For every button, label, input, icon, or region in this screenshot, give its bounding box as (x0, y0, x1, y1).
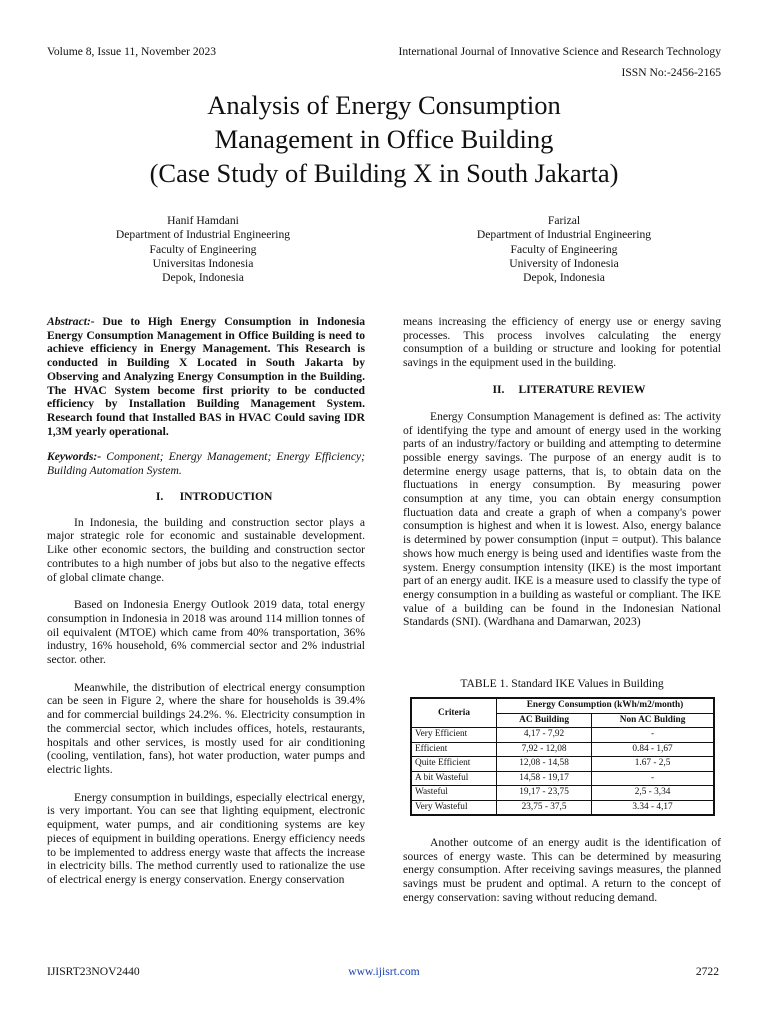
title-line-2: Management in Office Building (214, 124, 554, 154)
table-header-ac: AC Building (497, 713, 592, 728)
table-caption: TABLE 1. Standard IKE Values in Building (460, 677, 664, 690)
volume-info: Volume 8, Issue 11, November 2023 (47, 45, 217, 58)
section-heading-literature-review (403, 383, 721, 397)
table-cell-criteria: Very Efficient (411, 728, 497, 743)
paragraph: In Indonesia, the building and construction sector plays a major strategic role for economic and sustainable development. Like other economic sectors, the building and construction sector contributes to a high number of jobs but also to the negative effects of global climate change. (47, 515, 365, 584)
author-faculty: Faculty of Engineering (510, 242, 618, 256)
left-column (47, 315, 365, 887)
author-department: Department of Industrial Engineering (476, 228, 652, 242)
table-cell-nonac: 1.67 - 2,5 (592, 757, 714, 772)
abstract-text: Due to High Energy Consumption in Indonesia Energy Consumption Management in Office Building is need to achieve efficiency in Energy Management. This Research is conducted in Building X Located in South Jakarta by Observing and Analyzing Energy Consumption in the Building. The HVAC System become first priority to be conducted efficiency by Installation Building Management System. Research found that Installed BAS in HVAC Could saving IDR 1,3M yearly operational. (47, 315, 365, 438)
table-cell-ac: 19,17 - 23,75 (497, 786, 592, 801)
table-cell-criteria: Wasteful (411, 786, 497, 801)
table-row (411, 728, 714, 743)
table-cell-nonac: 2,5 - 3,34 (592, 786, 714, 801)
paragraph: Energy Consumption Management is defined as: The activity of identifying the type and amount of energy used in the working parts of an industry/factory or building and attempting to determine possible energy savings. The purpose of an energy audit is to determine energy usage patterns, that is, to obtain data on the fluctuations in energy consumption. By measuring power consumption at any time, you can obtain energy consumption fluctuation data and create a graph of when a company's power consumption is highest and when it is lowest. Also, energy balance is determined by power consumption (input = output). This balance shows how much energy is being used and identifies waste from the system. Energy consumption intensity (IKE) is the most important part of an energy audit. IKE is a measure used to classify the type of energy consumption in a building as wasteful or compliant. The IKE value of a building can be found in the Indonesian National Standards (SNI). (Wardhana and Damarwan, 2023) (403, 409, 722, 629)
author-university: University of Indonesia (509, 256, 619, 270)
right-column (403, 315, 721, 629)
footer-page-number: 2722 (695, 965, 719, 978)
title-line-1: Analysis of Energy Consumption (207, 90, 561, 120)
table-cell-nonac: 0.84 - 1,67 (592, 742, 714, 757)
table-cell-ac: 23,75 - 37,5 (497, 800, 592, 815)
title-line-3: (Case Study of Building X in South Jakarta) (149, 158, 619, 188)
author-university: Universitas Indonesia (152, 256, 254, 270)
section-number: II. (492, 382, 505, 396)
table-header-nonac: Non AC Bulding (592, 713, 714, 728)
author-block-2 (414, 214, 714, 285)
table-row (411, 786, 714, 801)
issn: ISSN No:-2456-2165 (621, 66, 721, 79)
author-name: Farizal (547, 214, 581, 227)
author-name: Hanif Hamdani (167, 214, 239, 227)
abstract (47, 315, 365, 438)
author-block-1 (53, 214, 353, 285)
ike-table (410, 697, 715, 816)
table-row (411, 742, 714, 757)
section-title: LITERATURE REVIEW (518, 382, 646, 396)
table-header-energy-consumption: Energy Consumption (kWh/m2/month) (497, 698, 715, 713)
section-heading-introduction (47, 490, 365, 504)
paper-title (60, 88, 708, 190)
table-cell-nonac: 3.34 - 4,17 (592, 800, 714, 815)
table-cell-ac: 7,92 - 12,08 (497, 742, 592, 757)
paragraph: Based on Indonesia Energy Outlook 2019 data, total energy consumption in Indonesia in 2018 was around 114 million tonnes of oil equivalent (MTOE) which came from 40% transportation, 36% industry, 16% household, 6% commercial sector and 2% industrial sector. other. (47, 598, 365, 667)
footer-website-link[interactable]: www.ijisrt.com (348, 965, 420, 978)
paragraph: means increasing the efficiency of energy use or energy saving processes. This process involves calculating the energy consumption of a building or structure and looking for potential savings in the equipment used in the building. (403, 315, 721, 370)
abstract-label: Abstract:- (47, 315, 95, 328)
section-title: INTRODUCTION (179, 489, 273, 503)
table-cell-criteria: Very Wasteful (411, 800, 497, 815)
table-cell-criteria: Efficient (411, 742, 497, 757)
keywords-text: Component; Energy Management; Energy Efficiency; Building Automation System. (47, 450, 365, 478)
table-cell-nonac: - (592, 728, 714, 743)
table-row (411, 757, 714, 772)
author-faculty: Faculty of Engineering (149, 242, 257, 256)
paragraph: Another outcome of an energy audit is the identification of sources of energy waste. This can be determined by measuring energy consumption. After receiving savings measures, the planned savings must be prudent and optimal. A return to the concept of energy conservation: saving without reducing demand. (403, 836, 721, 904)
table-row (411, 800, 714, 815)
table-cell-ac: 12,08 - 14,58 (497, 757, 592, 772)
keywords (47, 450, 365, 477)
author-city: Depok, Indonesia (523, 271, 605, 285)
journal-name: International Journal of Innovative Science and Research Technology (398, 45, 721, 58)
table-cell-ac: 14,58 - 19,17 (497, 771, 592, 786)
section-number: I. (155, 489, 164, 503)
table-cell-criteria: A bit Wasteful (411, 771, 497, 786)
table-cell-ac: 4,17 - 7,92 (497, 728, 592, 743)
author-department: Department of Industrial Engineering (115, 228, 291, 242)
footer-paper-id: IJISRT23NOV2440 (47, 965, 140, 978)
table-cell-nonac: - (592, 771, 714, 786)
right-column-continued (403, 836, 721, 905)
table-cell-criteria: Quite Efficient (411, 757, 497, 772)
author-city: Depok, Indonesia (162, 271, 244, 285)
table-row (411, 771, 714, 786)
paragraph: Energy consumption in buildings, especially electrical energy, is very important. You can see that lighting equipment, electronic equipment, water pumps, and air conditioning systems are key pieces of equipment in building operations. Energy efficiency needs to be implemented to address energy waste that affects the increase in electricity bills. The method currently used to rationalize the use of electrical energy is energy conservation. Energy conservation (47, 790, 365, 886)
keywords-label: Keywords:- (47, 450, 102, 464)
table-header-criteria: Criteria (411, 698, 497, 728)
paragraph: Meanwhile, the distribution of electrical energy consumption can be seen in Figure 2, where the share for households is 39.4% and for commercial buildings 24.2%. %. Electricity consumption in the commercial sector, which includes offices, hotels, restaurants, hospitals and other services, is mostly used for air conditioning (cooling, ventilation, fans), hot water production, water pumps and electric lights. (47, 680, 365, 776)
